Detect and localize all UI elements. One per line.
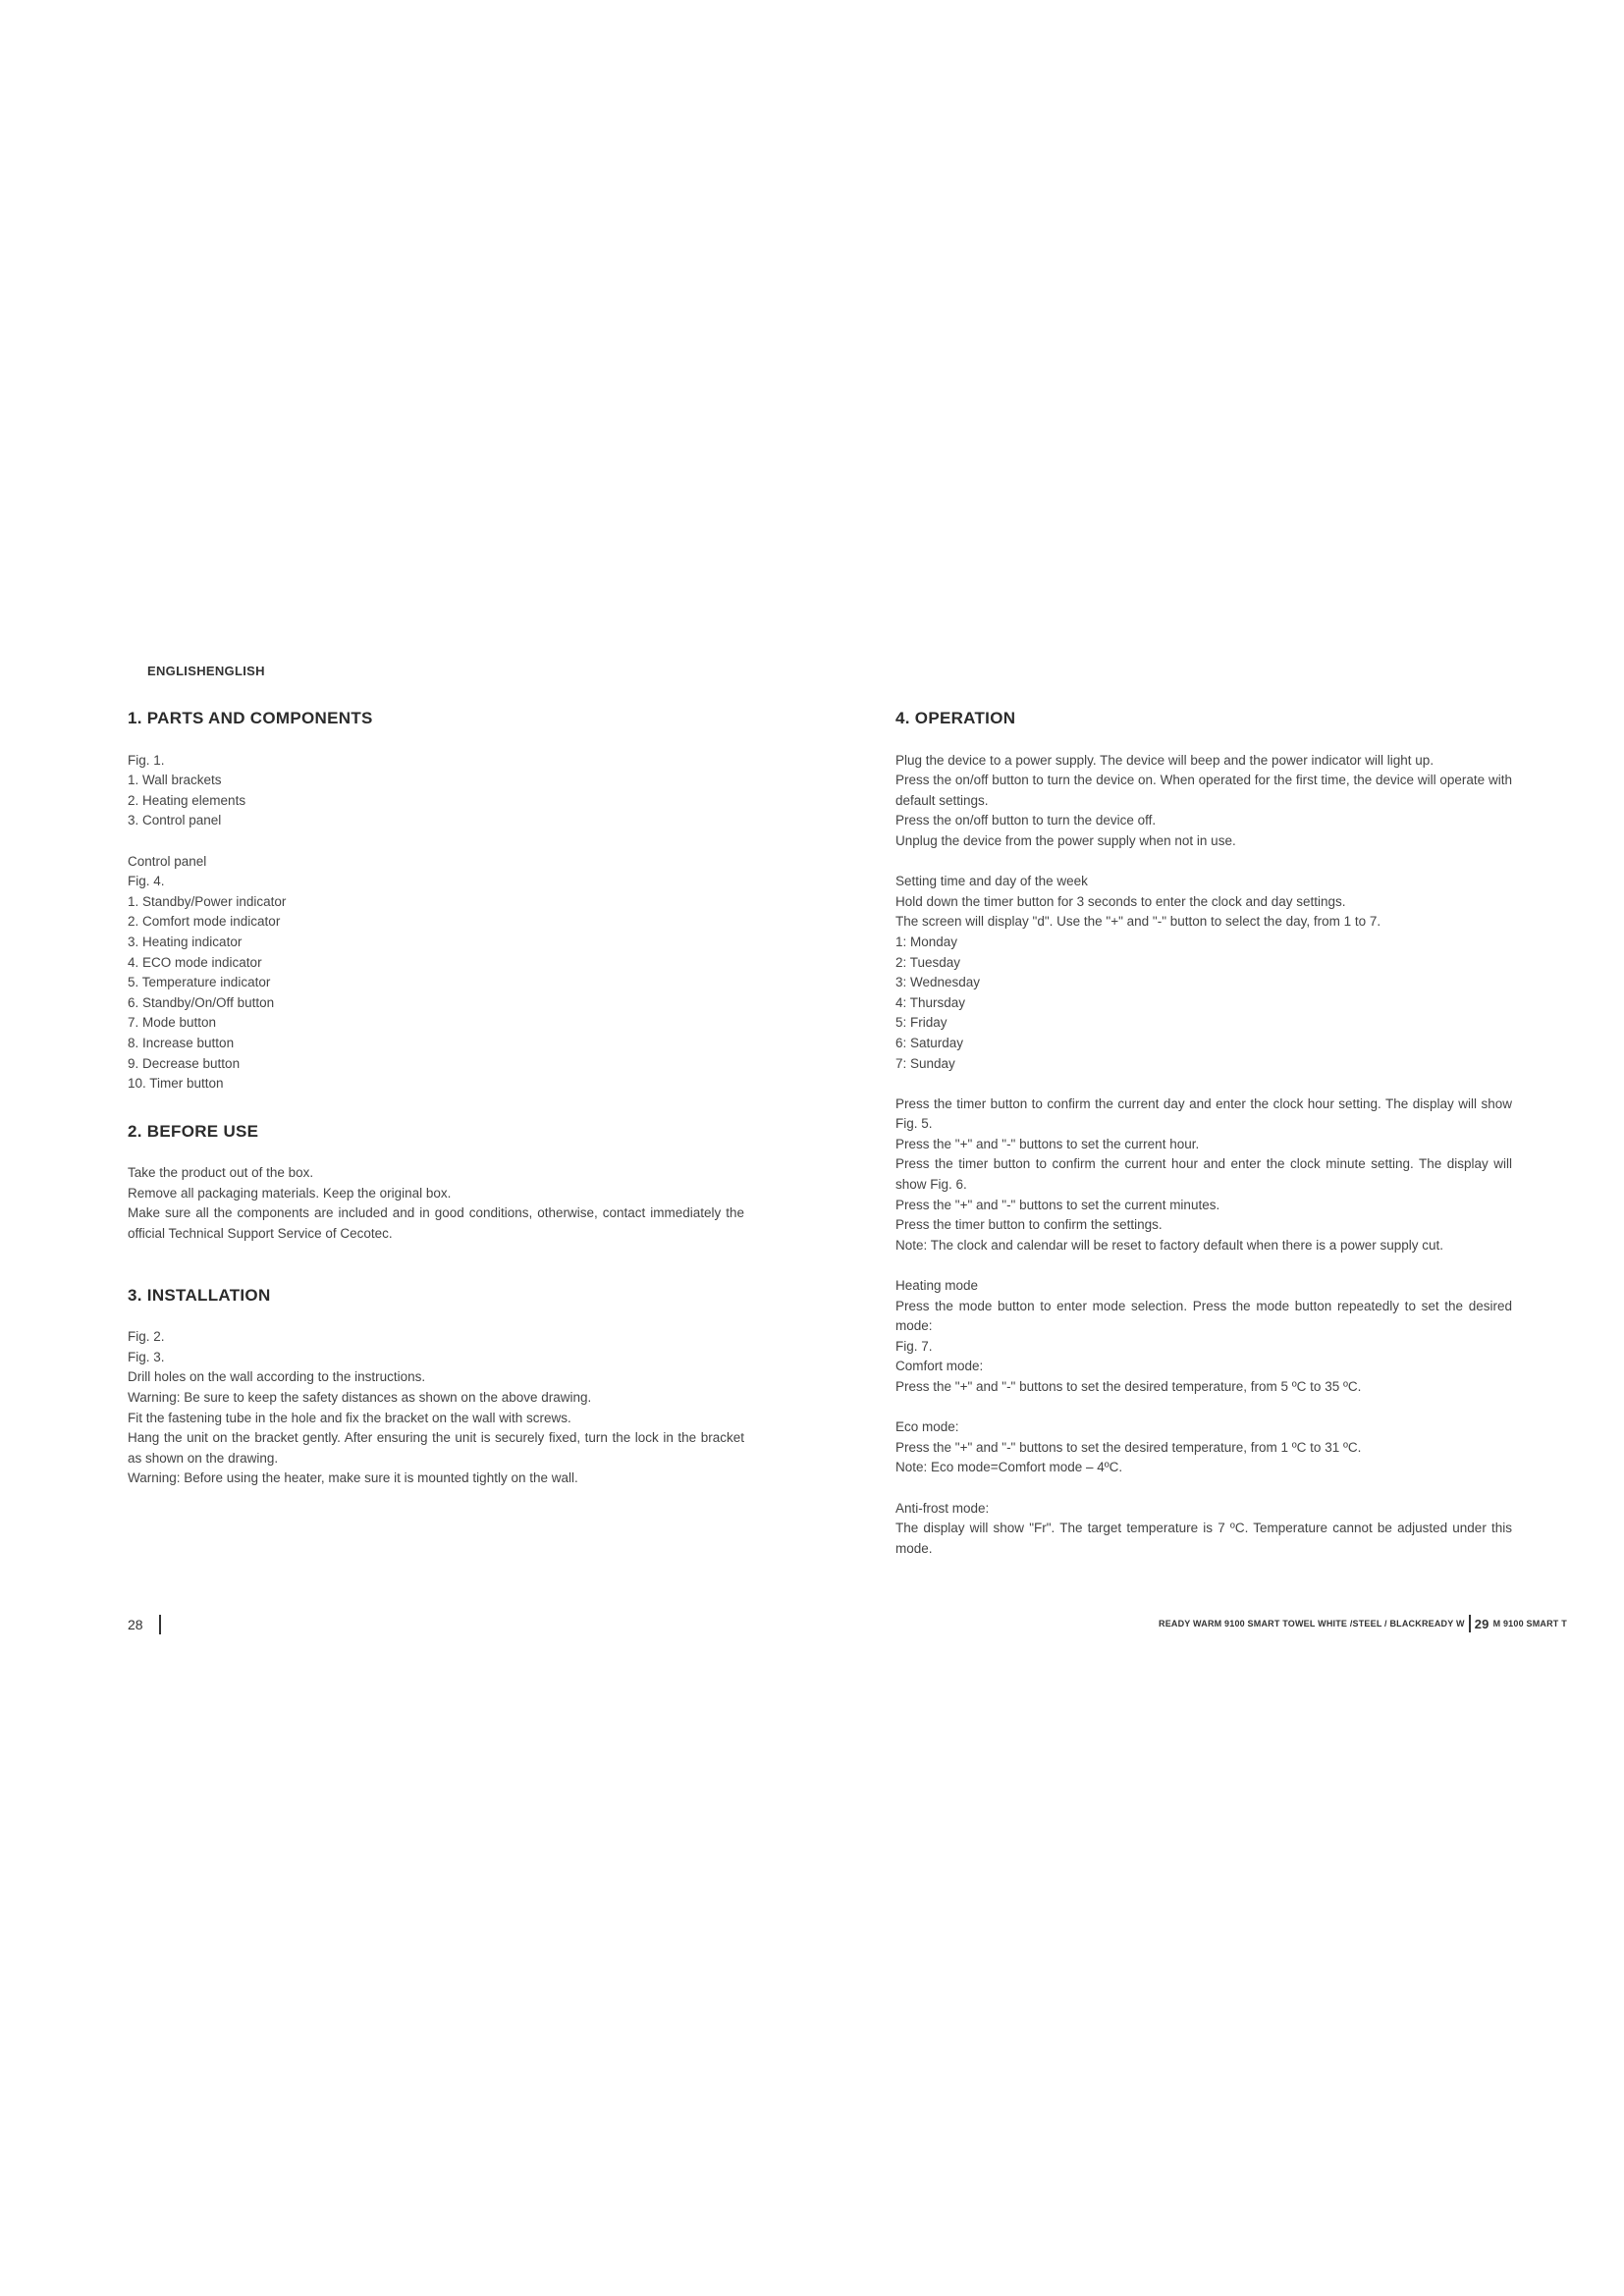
eco-mode-note: Note: Eco mode=Comfort mode – 4ºC. [895, 1460, 1123, 1475]
language-header: ENGLISHENGLISH [147, 664, 265, 678]
footer-left [128, 1615, 161, 1634]
control-item: 10. Timer button [128, 1076, 224, 1092]
operation-line: Plug the device to a power supply. The device will beep and the power indicator will light up. [895, 752, 1435, 768]
operation-title: 4. OPERATION [895, 709, 1016, 727]
control-item: 6. Standby/On/Off button [128, 994, 275, 1010]
install-paragraph: Hang the unit on the bracket gently. After ensuring the unit is securely fixed, turn the lock in the bracket as shown on the drawing. [128, 1430, 744, 1466]
footer-right [1159, 1615, 1591, 1632]
control-item: 4. ECO mode indicator [128, 954, 262, 970]
time-line: Setting time and day of the week [895, 874, 1088, 889]
confirm-line: Press the timer button to confirm the settings. [895, 1217, 1163, 1233]
install-warning: Warning: Before using the heater, make sure it is mounted tightly on the wall. [128, 1470, 578, 1486]
install-line: Fig. 2. [128, 1329, 165, 1345]
day-item: 6: Saturday [895, 1035, 964, 1050]
confirm-line: Press the "+" and "-" buttons to set the current minutes. [895, 1197, 1220, 1212]
eco-mode-line: Press the "+" and "-" buttons to set the desired temperature, from 1 ºC to 31 ºC. [895, 1439, 1362, 1455]
eco-mode-title: Eco mode: [895, 1419, 959, 1435]
anti-frost-paragraph: The display will show "Fr". The target temperature is 7 ºC. Temperature cannot be adjusted under this mode. [895, 1521, 1512, 1556]
heating-mode-paragraph: Press the mode button to enter mode selection. Press the mode button repeatedly to set the desired mode: [895, 1298, 1512, 1334]
product-name-a: READY WARM 9100 SMART TOWEL WHITE /STEEL / BLACKREADY W [1159, 1619, 1465, 1629]
day-item: 7: Sunday [895, 1055, 955, 1071]
fig1-label: Fig. 1. [128, 752, 165, 768]
install-line: Drill holes on the wall according to the instructions. [128, 1369, 426, 1385]
day-item: 4: Thursday [895, 994, 966, 1010]
control-item: 1. Standby/Power indicator [128, 893, 287, 909]
day-item: 1: Monday [895, 934, 958, 949]
confirm-note: Note: The clock and calendar will be reset to factory default when there is a power supply cut. [895, 1237, 1444, 1253]
product-name-b: M 9100 SMART T [1492, 1619, 1567, 1629]
right-column [895, 709, 1512, 1559]
parts-item: 2. Heating elements [128, 792, 246, 808]
control-item: 7. Mode button [128, 1015, 217, 1031]
page-number-left: 28 [128, 1617, 143, 1632]
anti-frost-title: Anti-frost mode: [895, 1500, 990, 1516]
time-line: The screen will display "d". Use the "+" and "-" button to select the day, from 1 to 7. [895, 914, 1381, 930]
day-item: 3: Wednesday [895, 975, 981, 990]
left-column [128, 709, 744, 1489]
heating-mode-title: Heating mode [895, 1278, 979, 1294]
before-use-line: Take the product out of the box. [128, 1165, 314, 1181]
confirm-paragraph: Press the timer button to confirm the current day and enter the clock hour setting. The display will show Fig. 5. [895, 1095, 1512, 1132]
fig4-label: Fig. 4. [128, 874, 165, 889]
control-panel-label: Control panel [128, 853, 207, 869]
installation-title: 3. INSTALLATION [128, 1285, 271, 1305]
install-line: Fig. 3. [128, 1349, 165, 1364]
time-line: Hold down the timer button for 3 seconds to enter the clock and day settings. [895, 893, 1346, 909]
install-line: Warning: Be sure to keep the safety distances as shown on the above drawing. [128, 1390, 592, 1406]
before-use-paragraph: Make sure all the components are included and in good conditions, otherwise, contact immediately the official Technical Support Service of Cecotec. [128, 1205, 744, 1242]
comfort-mode-title: Comfort mode: [895, 1359, 984, 1374]
control-item: 3. Heating indicator [128, 934, 243, 949]
before-use-line: Remove all packaging materials. Keep the original box. [128, 1185, 452, 1201]
day-item: 5: Friday [895, 1015, 947, 1031]
comfort-mode-line: Press the "+" and "-" buttons to set the desired temperature, from 5 ºC to 35 ºC. [895, 1379, 1362, 1394]
page-number-right: 29 [1474, 1616, 1489, 1631]
confirm-line: Press the "+" and "-" buttons to set the current hour. [895, 1136, 1200, 1151]
before-use-title: 2. BEFORE USE [128, 1121, 259, 1141]
confirm-paragraph: Press the timer button to confirm the current hour and enter the clock minute setting. The display will show Fig. 6. [895, 1156, 1512, 1193]
install-line: Fit the fastening tube in the hole and fix the bracket on the wall with screws. [128, 1410, 571, 1425]
control-item: 9. Decrease button [128, 1055, 241, 1071]
operation-line: Press the on/off button to turn the device off. [895, 813, 1157, 828]
parts-item: 1. Wall brackets [128, 773, 222, 788]
control-item: 2. Comfort mode indicator [128, 914, 281, 930]
parts-title: 1. PARTS AND COMPONENTS [128, 709, 373, 727]
parts-item: 3. Control panel [128, 813, 222, 828]
page-divider [159, 1615, 161, 1634]
page-divider [1469, 1615, 1471, 1632]
control-item: 8. Increase button [128, 1035, 235, 1050]
operation-line: Unplug the device from the power supply when not in use. [895, 832, 1236, 848]
operation-paragraph: Press the on/off button to turn the device on. When operated for the first time, the device will operate with default settings. [895, 773, 1512, 808]
fig7-label: Fig. 7. [895, 1338, 933, 1354]
day-item: 2: Tuesday [895, 954, 961, 970]
control-item: 5. Temperature indicator [128, 975, 271, 990]
